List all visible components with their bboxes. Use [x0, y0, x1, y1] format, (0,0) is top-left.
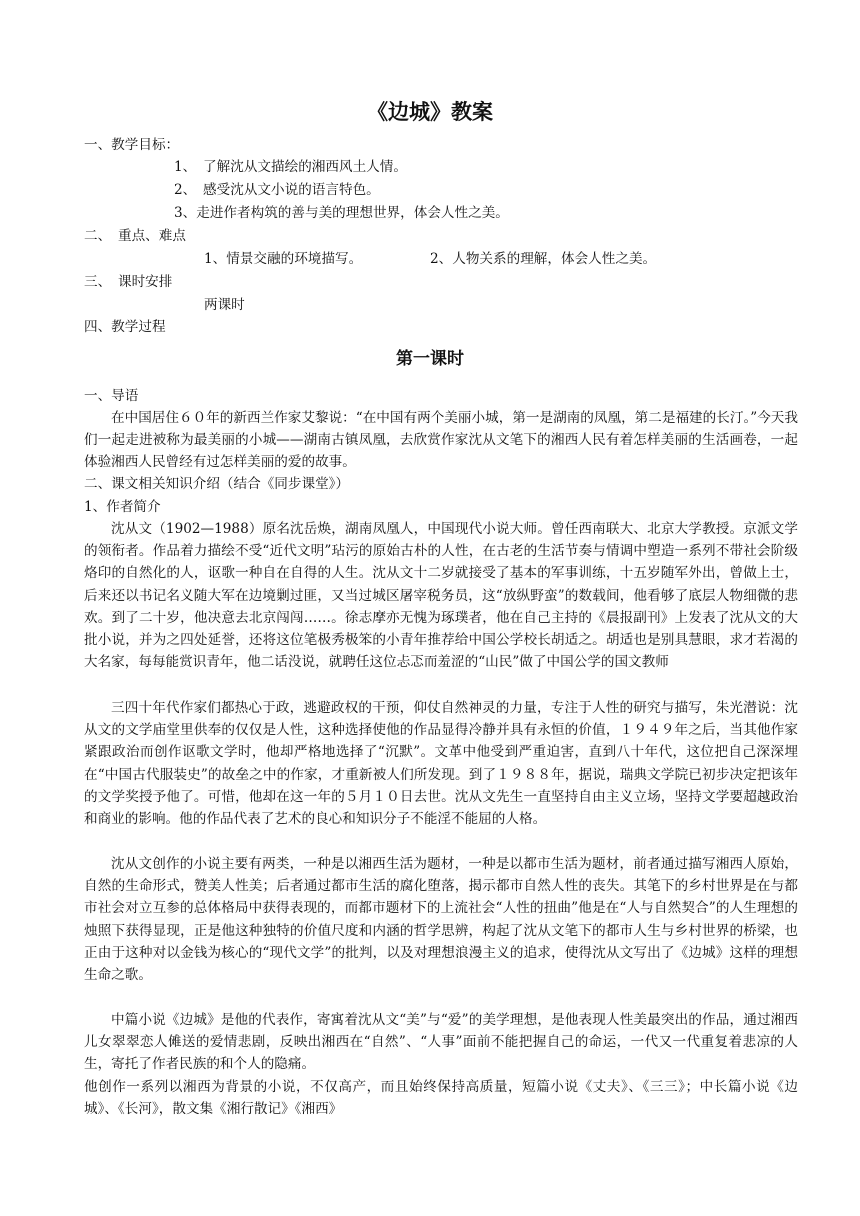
- author-paragraph-2: 三四十年代作家们都热心于政，逃避政权的干预，仰仗自然神灵的力量，专注于人性的研究与描写，朱光潜说：沈从文的文学庙堂里供奉的仅仅是人性，这种选择使他的作品显得冷静并具有永恒的价值，１９４９年之后，当其他作家紧跟政治而创作讴歌文学时，他却严格地选择了“沉默”。文革中他受到严重迫害，直到八十年代，这位把自己深深埋在“中国古代服装史”的故垒之中的作家，才重新被人们所发现。到了１９８８年，据说，瑞典文学院已初步决定把该年的文学奖授予他了。可惜，他却在这一年的５月１０日去世。沈从文先生一直坚持自由主义立场，坚持文学要超越政治和商业的影响。他的作品代表了艺术的良心和知识分子不能淫不能屈的人格。: [84, 700, 798, 828]
- knowledge-heading: 二、课文相关知识介绍（结合《同步课堂》）: [84, 476, 350, 492]
- schedule-heading: 三、 课时安排: [84, 274, 173, 290]
- author-paragraph-5: 他创作一系列以湘西为背景的小说，不仅高产，而且始终保持高质量，短篇小说《丈夫》、《三三》；中长篇小说《边城》、《长河》，散文集《湘行散记》《湘西》: [84, 1079, 798, 1118]
- author-paragraph-4: 中篇小说《边城》是他的代表作，寄寓着沈从文“美”与“爱”的美学理想，是他表现人性美最突出的作品，通过湘西儿女翠翠恋人傩送的爱情悲剧，反映出湘西在“自然”、“人事”面前不能把握自己的命运，一代又一代重复着悲凉的人生，寄托了作者民族的和个人的隐痛。: [84, 1012, 798, 1073]
- goal-item-3: 3、走进作者构筑的善与美的理想世界，体会人性之美。: [174, 205, 509, 221]
- goal-item-2: 2、 感受沈从文小说的语言特色。: [174, 182, 380, 198]
- key-point-1: 1、情景交融的环境描写。: [204, 251, 363, 267]
- intro-paragraph: 在中国居住６０年的新西兰作家艾黎说：“在中国有两个美丽小城，第一是湖南的凤凰，第二是福建的长汀。”今天我们一起走进被称为最美丽的小城——湖南古镇凤凰，去欣赏作家沈从文笔下的湘西人民有着怎样美丽的生活画卷，一起体验湘西人民曾经有过怎样美丽的爱的故事。: [84, 410, 798, 471]
- lesson-heading: 第一课时: [396, 349, 464, 369]
- goal-item-1: 1、 了解沈从文描绘的湘西风土人情。: [174, 159, 407, 175]
- author-paragraph-3: 沈从文创作的小说主要有两类，一种是以湘西生活为题材，一种是以都市生活为题材，前者通过描写湘西人原始，自然的生命形式，赞美人性美；后者通过都市生活的腐化堕落，揭示都市自然人性的丧失。其笔下的乡村世界是在与都市社会对立互参的总体格局中获得表现的，而都市题材下的上流社会“人性的扭曲”他是在“人与自然契合”的人生理想的烛照下获得显现，正是他这种独特的价值尺度和内涵的哲学思辨，构起了沈从文笔下的都市人生与乡村世界的桥梁，也正由于这种对以金钱为核心的“现代文学”的批判，以及对理想浪漫主义的追求，使得沈从文写出了《边城》这样的理想生命之歌。: [84, 856, 798, 984]
- process-heading: 四、教学过程: [84, 319, 166, 335]
- intro-heading: 一、导语: [84, 388, 139, 404]
- schedule-value: 两课时: [204, 297, 245, 313]
- author-paragraph-1: 沈从文（1902—1988）原名沈岳焕，湖南凤凰人，中国现代小说大师。曾任西南联大、北京大学教授。京派文学的领衔者。作品着力描绘不受“近代文明”玷污的原始古朴的人性，在古老的生活节奏与情调中塑造一系列不带社会阶级烙印的自然化的人，讴歌一种自在自得的人生。沈从文十二岁就接受了基本的军事训练，十五岁随军外出，曾做上士，后来还以书记名义随大军在边境剿过匪，又当过城区屠宰税务员，这“放纵野蛮”的数载间，他看够了底层人物细微的悲欢。到了二十岁，他决意去北京闯闯……。徐志摩亦无愧为琢璞者，他在自己主持的《晨报副刊》上发表了沈从文的大批小说，并为之四处延誉，还将这位笔极秀极笨的小青年推荐给中国公学校长胡适之。胡适也是别具慧眼，求才若渴的大名家，每每能赏识青年，他二话没说，就聘任这位忐忑而羞涩的“山民”做了中国公学的国文教师: [84, 521, 798, 671]
- key-point-2: 2、人物关系的理解，体会人性之美。: [430, 251, 657, 267]
- author-heading: 1、作者简介: [84, 499, 161, 515]
- goals-heading: 一、教学目标：: [84, 137, 180, 153]
- document-title: 《边城》教案: [367, 100, 493, 124]
- key-points-heading: 二、 重点、难点: [84, 228, 186, 244]
